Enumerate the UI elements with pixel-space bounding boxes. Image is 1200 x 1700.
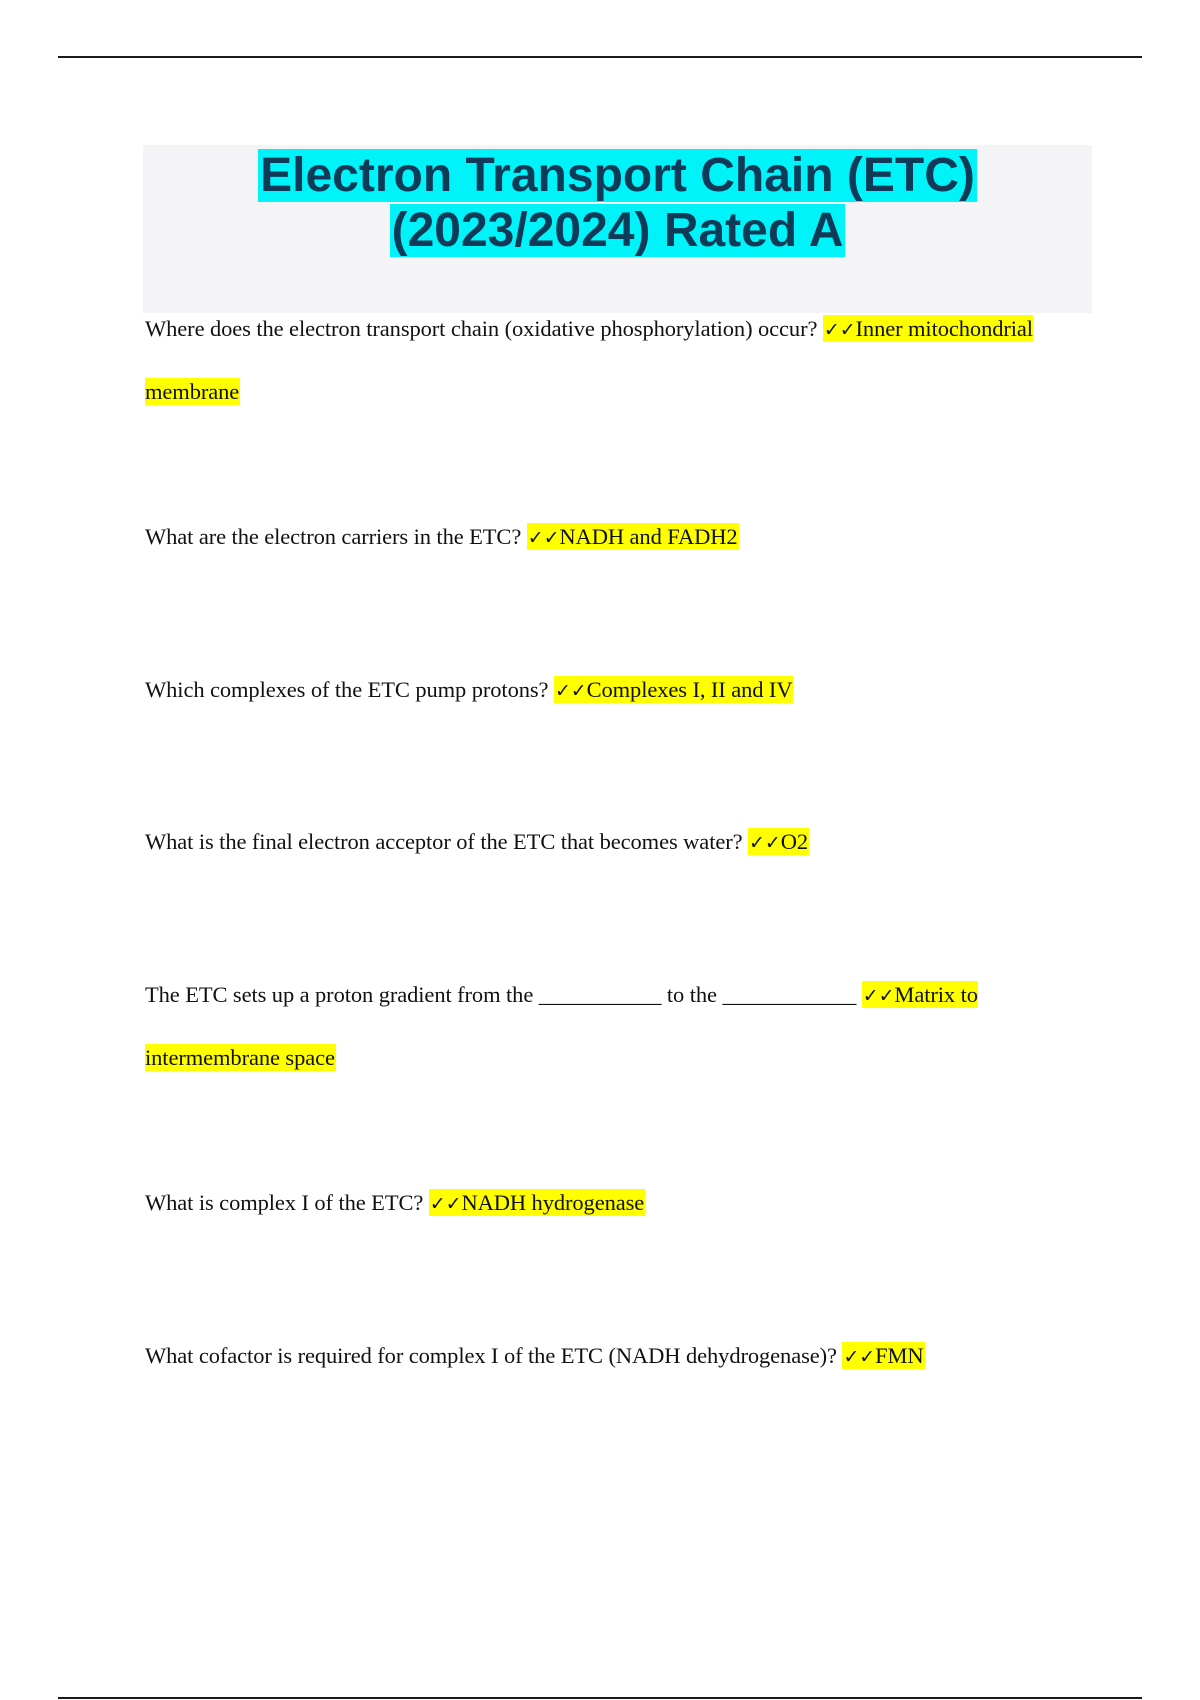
double-check-icon: ✓✓ bbox=[429, 1193, 462, 1215]
answer-text: Complexes I, II and IV bbox=[586, 677, 793, 702]
qa-item-4 bbox=[145, 811, 1085, 874]
answer-highlight bbox=[527, 523, 739, 550]
double-check-icon: ✓✓ bbox=[823, 319, 856, 341]
double-check-icon: ✓✓ bbox=[862, 985, 895, 1007]
title-line-1: Electron Transport Chain (ETC) bbox=[260, 149, 975, 202]
answer-highlight bbox=[429, 1189, 645, 1216]
double-check-icon: ✓✓ bbox=[749, 832, 781, 854]
question-text: The ETC sets up a proton gradient from the ___________ to the ____________ bbox=[145, 982, 857, 1007]
qa-item-1 bbox=[145, 298, 1085, 422]
double-check-icon: ✓✓ bbox=[843, 1346, 876, 1368]
qa-item-2 bbox=[145, 506, 1085, 569]
title-block bbox=[143, 145, 1092, 313]
answer-text: NADH hydrogenase bbox=[461, 1190, 645, 1215]
qa-item-3 bbox=[145, 659, 1085, 722]
question-text: What cofactor is required for complex I of the ETC (NADH dehydrogenase)? bbox=[145, 1343, 837, 1368]
top-rule bbox=[58, 56, 1142, 58]
double-check-icon: ✓✓ bbox=[554, 680, 587, 702]
document-title bbox=[143, 145, 1092, 258]
answer-text: Inner mitochondrial membrane bbox=[145, 316, 1033, 404]
question-text: Which complexes of the ETC pump protons? bbox=[145, 677, 549, 702]
question-text: What is the final electron acceptor of the ETC that becomes water? bbox=[145, 829, 743, 854]
answer-text: NADH and FADH2 bbox=[559, 524, 738, 549]
answer-highlight bbox=[748, 828, 809, 855]
question-text: Where does the electron transport chain (oxidative phosphorylation) occur? bbox=[145, 316, 818, 341]
answer-highlight bbox=[842, 1342, 924, 1369]
double-check-icon: ✓✓ bbox=[527, 527, 560, 549]
answer-text: O2 bbox=[780, 829, 808, 854]
question-text: What is complex I of the ETC? bbox=[145, 1190, 424, 1215]
qa-item-6 bbox=[145, 1172, 1085, 1235]
qa-item-5 bbox=[145, 964, 1085, 1088]
qa-item-7 bbox=[145, 1325, 1085, 1388]
answer-highlight bbox=[554, 676, 794, 703]
bottom-rule bbox=[58, 1697, 1142, 1699]
title-line-2: (2023/2024) Rated A bbox=[391, 204, 844, 257]
question-text: What are the electron carriers in the ETC? bbox=[145, 524, 522, 549]
answer-text: FMN bbox=[875, 1343, 924, 1368]
answer-text: Matrix to intermembrane space bbox=[145, 982, 978, 1070]
